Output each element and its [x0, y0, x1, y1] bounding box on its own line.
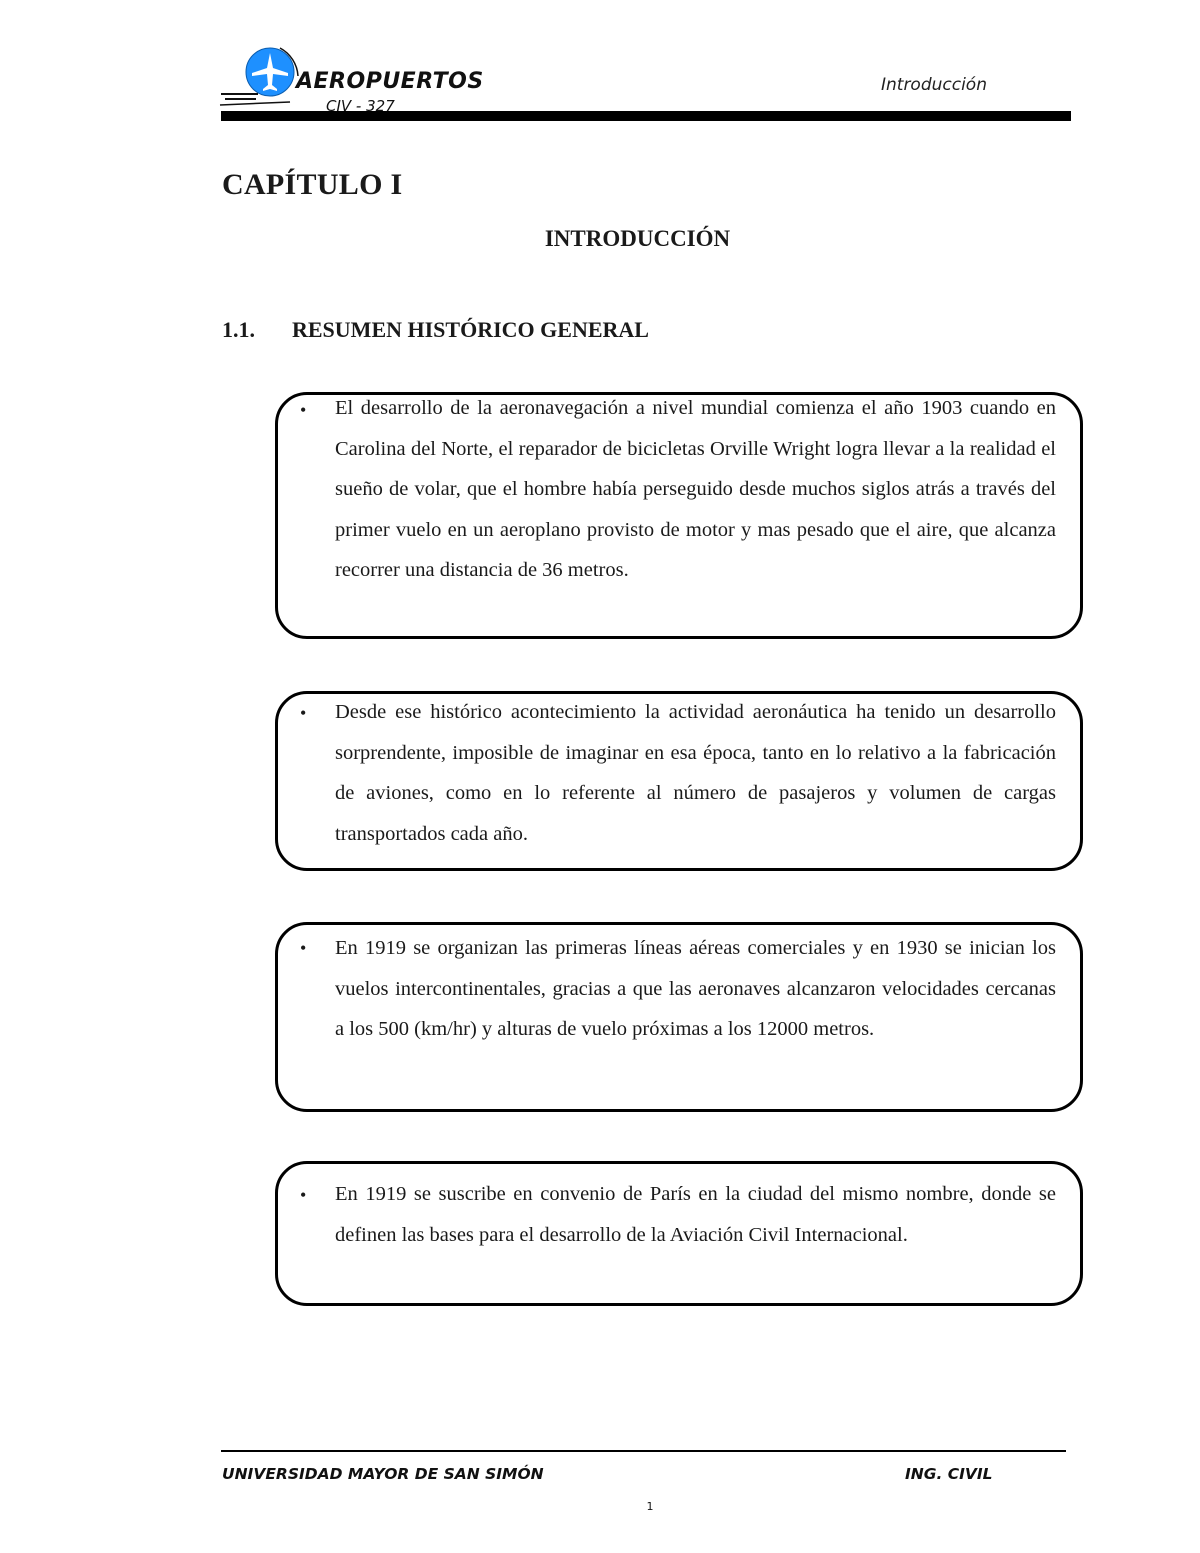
footer-university: UNIVERSIDAD MAYOR DE SAN SIMÓN — [222, 1465, 544, 1483]
section-title: RESUMEN HISTÓRICO GENERAL — [292, 317, 649, 342]
footer-department: ING. CIVIL — [905, 1465, 993, 1483]
header-section-label: Introducción — [880, 75, 987, 95]
section-heading — [222, 317, 649, 343]
course-code: CIV - 327 — [326, 97, 395, 111]
bullet-box — [275, 922, 1083, 1112]
bullet-text: En 1919 se suscribe en convenio de París en la ciudad del mismo nombre, donde se definen las bases para el desarrollo de la Aviación Civil Internacional. — [335, 1183, 1056, 1246]
bullet-text: En 1919 se organizan las primeras líneas aéreas comerciales y en 1930 se inician los vuelos intercontinentales, gracias a que las aeronaves alcanzaron velocidades cercanas a los 500 (km/hr) y alturas de vuelo próximas a los 12000 metros. — [335, 937, 1056, 1040]
section-number: 1.1. — [222, 317, 255, 342]
airplane-logo-icon — [218, 40, 308, 116]
chapter-title: CAPÍTULO I — [222, 168, 403, 201]
bullet-icon: • — [300, 703, 307, 723]
bullet-icon: • — [300, 400, 307, 420]
bullet-box — [275, 1161, 1083, 1306]
bullet-box — [275, 691, 1083, 871]
brand-title: AEROPUERTOS — [296, 69, 484, 94]
bullet-icon: • — [300, 938, 307, 958]
chapter-heading: INTRODUCCIÓN — [544, 226, 731, 251]
bullet-text: Desde ese histórico acontecimiento la actividad aeronáutica ha tenido un desarrollo sorprendente, imposible de imaginar en esa época, tanto en lo relativo a la fabricación de aviones, como en lo referente al número de pasajeros y volumen de cargas transportados cada año. — [335, 701, 1056, 845]
bullet-text: El desarrollo de la aeronavegación a nivel mundial comienza el año 1903 cuando en Carolina del Norte, el reparador de bicicletas Orville Wright logra llevar a la realidad el sueño de volar, que el hombre había perseguido desde muchos siglos atrás a través del primer vuelo en un aeroplano provisto de motor y mas pesado que el aire, que alcanza recorrer una distancia de 36 metros. — [335, 397, 1056, 581]
footer-divider — [221, 1450, 1066, 1452]
bullet-box — [275, 392, 1083, 639]
header-divider — [221, 111, 1071, 121]
page-number: 1 — [646, 1500, 654, 1513]
bullet-icon: • — [300, 1185, 307, 1205]
